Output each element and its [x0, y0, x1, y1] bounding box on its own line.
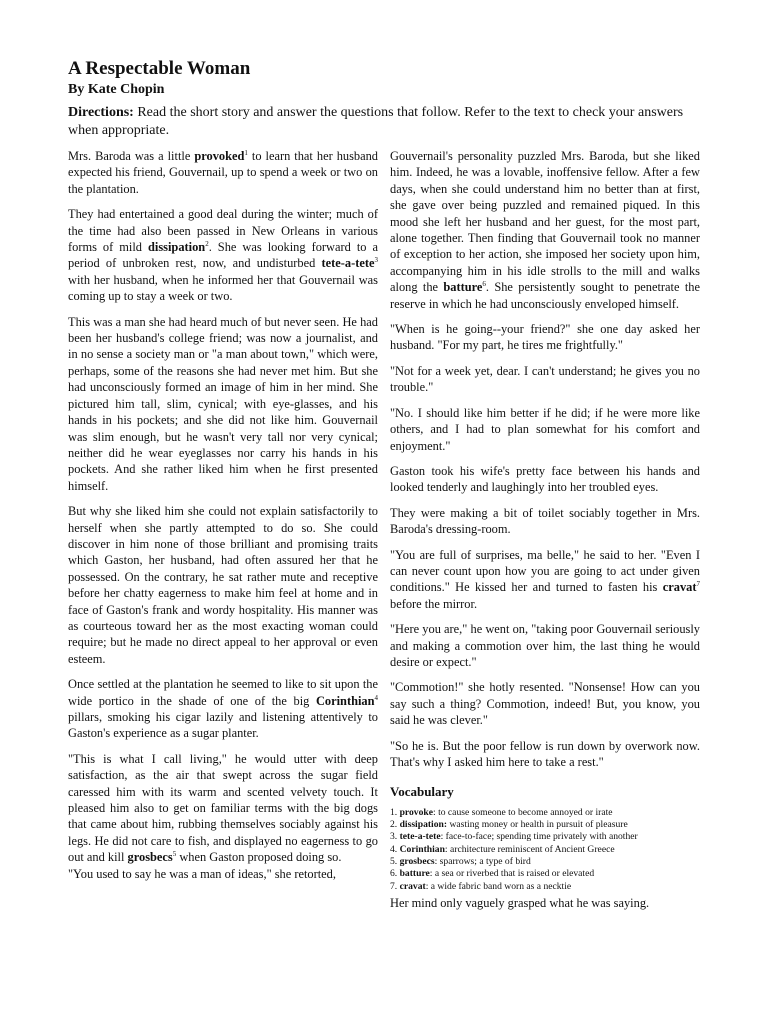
paragraph: "Here you are," he went on, "taking poor Gouvernail seriously and making a commotion over him, the last thing he would desire or expect." — [390, 622, 700, 669]
paragraph: Gaston took his wife's pretty face between his hands and looked tenderly and laughingly into her troubled eyes. — [390, 463, 700, 495]
paragraph: Mrs. Baroda was a little provoked$^1$ to learn that her husband expected his friend, Gouvernail, up to spend a week or two on the plantation. — [68, 148, 378, 196]
paragraph: Once settled at the plantation he seemed to like to sit upon the wide portico in the shade of one of the big Corinthian$^4$ pillars, smoking his cigar lazily and listening attentively to Gaston's experience as a sugar planter. — [68, 677, 378, 741]
vocabulary-list — [390, 807, 700, 893]
paragraph: "You are full of surprises, ma belle," he said to her. "Even I can never count upon how you are going to act under given conditions." He kissed her and turned to fasten his cravat$^7$ before the mirror. — [390, 547, 700, 611]
footnote-marker: 2 — [205, 239, 209, 248]
footnote-marker: 7 — [696, 580, 700, 589]
vocabulary-heading: Vocabulary — [390, 784, 454, 800]
vocab-item: 2. dissipation: wasting money or health in pursuit of pleasure — [390, 819, 628, 831]
paragraph: This was a man she had heard much of but never seen. He had been her husband's college friend; was now a journalist, and in no sense a society man or "a man about town," which were, perhaps, some of the reasons she had never met him. But she had unconsciously formed an image of him in her mind. She pictured him tall, slim, cynical; with eye-glasses, and his hands in his pockets; and she did not like him. Gouvernail was slim enough, but he wasn't very tall nor very cynical; neither did he wear eyeglasses nor carry his hands in his pockets. And she rather liked him when he first presented himself. — [68, 314, 378, 493]
story-author: By Kate Chopin — [68, 82, 165, 97]
paragraph: They were making a bit of toilet sociably together in Mrs. Baroda's dressing-room. — [390, 505, 700, 537]
vocab-item: 7. cravat: a wide fabric band worn as a necktie — [390, 880, 572, 892]
vocab-term: cravat — [662, 580, 697, 595]
vocab-term: grosbecs — [127, 850, 173, 865]
vocab-item: 3. tete-a-tete: face-to-face; spending time privately with another — [390, 831, 638, 843]
footnote-marker: 6 — [482, 280, 486, 289]
footnote-marker: 1 — [244, 148, 248, 157]
paragraph: "When is he going--your friend?" she one day asked her husband. "For my part, he tires me frightfully." — [390, 322, 700, 353]
vocab-term: batture — [443, 280, 483, 295]
paragraph: But why she liked him she could not explain satisfactorily to herself when she partly attempted to do so. She could discover in him none of those brilliant and promising traits which Gaston, her husband, had often assured her that he possessed. On the contrary, he sat rather mute and receptive before her chatty eagerness to make him feel at home and in face of Gaston's frank and wordy hospitality. His manner was as courteous toward her as the most exacting woman could require; but he made no direct appeal to her approval or even esteem. — [68, 504, 378, 666]
paragraph: "You used to say he was a man of ideas," she retorted, — [68, 866, 336, 881]
footnote-marker: 4 — [374, 693, 378, 702]
footnote-marker: 3 — [374, 256, 378, 265]
continuation-line: Her mind only vaguely grasped what he was saying. — [390, 895, 650, 910]
vocab-term: provoked — [194, 149, 245, 163]
vocab-term: Corinthian — [315, 693, 375, 708]
paragraph: Gouvernail's personality puzzled Mrs. Baroda, but she liked him. Indeed, he was a lovable, inoffensive fellow. After a few days, when she could understand him no better than at first, she gave over being puzzled and remained piqued. In this mood she left her husband and her guest, for the most part, alone together. Then finding that Gouvernail took no manner of exception to her action, she imposed her society upon him, accompanying him in his idle strolls to the mill and walks along the batture$^6$. She persistently sought to penetrate the reserve in which he had unconsciously enveloped himself. — [390, 149, 700, 311]
left-column — [68, 148, 378, 882]
right-column — [390, 148, 700, 911]
vocab-item: 4. Corinthian: architecture reminiscent of Ancient Greece — [390, 843, 615, 855]
paragraph: "Commotion!" she hotly resented. "Nonsense! How can you say such a thing? Commotion, indeed! But, you know, you said he was clever." — [390, 680, 700, 728]
paragraph: "No. I should like him better if he did; if he were more like others, and I had to plan somewhat for his comfort and enjoyment." — [390, 405, 700, 453]
vocab-term: dissipation — [148, 240, 206, 255]
vocab-term: tete-a-tete — [321, 256, 375, 271]
vocab-item: 6. batture: a sea or riverbed that is raised or elevated — [390, 868, 595, 880]
paragraph: "This is what I call living," he would utter with deep satisfaction, as the air that swept across the sugar field caressed him with its warm and scented velvety touch. It pleased him also to get on familiar terms with the big dogs that came about him, rubbing themselves sociably against his legs. He did not care to fish, and displayed no eagerness to go out and kill grosbecs$^5$ when Gaston proposed doing so. — [68, 751, 378, 865]
vocab-item: 1. provoke: to cause someone to become annoyed or irate — [390, 806, 613, 818]
vocab-item: 5. grosbecs: sparrows; a type of bird — [390, 856, 531, 867]
directions-text: Read the short story and answer the questions that follow. Refer to the text to check your answers when appropriate. — [68, 105, 684, 138]
paragraph: "So he is. But the poor fellow is run down by overwork now. That's why I asked him here to take a rest." — [390, 738, 700, 769]
directions — [68, 104, 700, 140]
paragraph: They had entertained a good deal during the winter; much of the time had also been passed in New Orleans in various forms of mild dissipation$^2$. She was looking forward to a period of unbroken rest, now, and undisturbed tete-a-tete$^3$ with her husband, when he informed her that Gouvernail was coming up to stay a week or two. — [68, 207, 378, 304]
footnote-marker: 5 — [172, 850, 177, 859]
story-title: A Respectable Woman — [68, 58, 251, 79]
directions-label: Directions: — [68, 105, 134, 120]
paragraph: "Not for a week yet, dear. I can't understand; he gives you no trouble." — [390, 363, 700, 395]
